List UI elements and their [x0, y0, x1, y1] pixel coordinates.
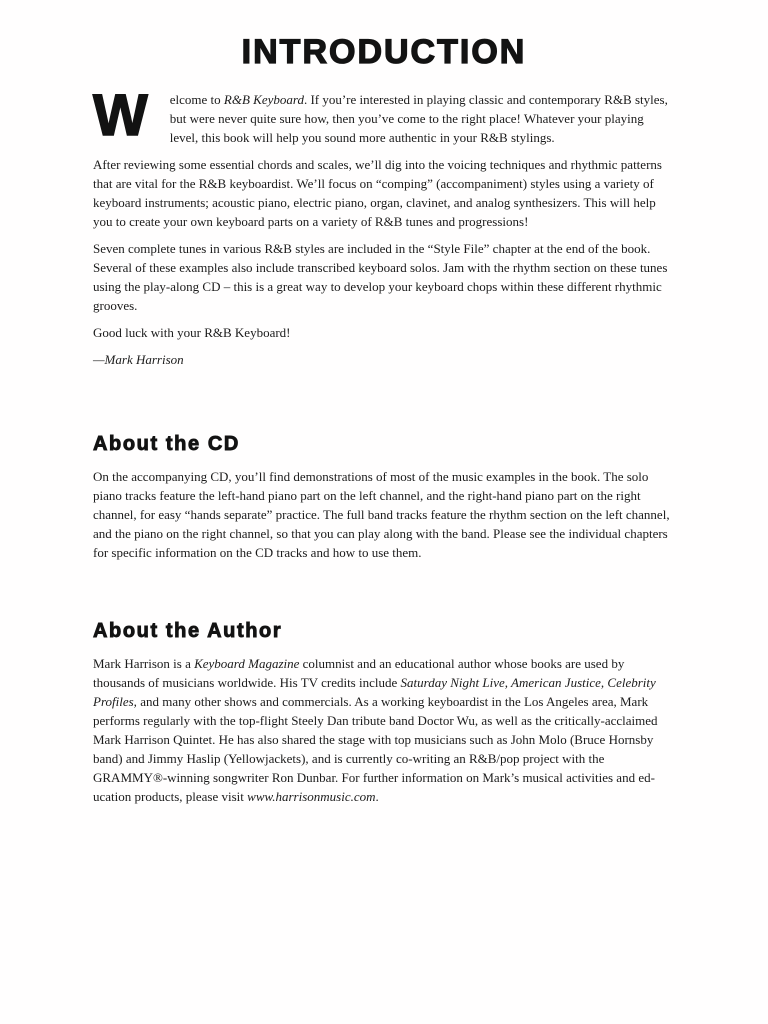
body-paragraph: Seven complete tunes in various R&B styles are included in the “Style File” chapter at the end of the book. Several of these examples also include transcribed keyboard solos. Jam with the rhythm section on these tunes using the play-along CD – this is a great way to develop your keyboard chops within these different rhythmic grooves. — [93, 241, 668, 313]
body-paragraph: After reviewing some essential chords and scales, we’ll dig into the voicing techniques and rhythmic patterns that are vital for the R&B keyboardist. We’ll focus on “comping” (accompaniment) styles using a variety of keyboard instruments; acoustic piano, electric piano, organ, clavinet, and analog synthesizers. This will help you to create your own keyboard parts on a variety of R&B tunes and progressions! — [93, 157, 662, 229]
drop-cap: W — [93, 83, 148, 148]
page-title: INTRODUCTION — [241, 33, 527, 71]
page-content — [93, 71, 673, 806]
intro-paragraph-text: elcome to R&B Keyboard. If you’re interested in playing classic and contemporary R&B styles, but were never quite sure how, then you’ve come to the right place! Whatever your playing level, this book will help you sound more authentic in your R&B stylings. — [169, 92, 668, 145]
section-heading-about-cd: About the CD — [93, 433, 240, 455]
about-author-paragraph: Mark Harrison is a Keyboard Magazine columnist and an educational author whose books are used by thousands of musicians worldwide. His TV credits include Saturday Night Live, American Justice, Celebrity Profiles, and many other shows and commercials. As a working keyboardist in the Los Angeles area, Mark performs regularly with the top-flight Steely Dan tribute band Doctor Wu, as well as the critically-acclaimed Mark Harrison Quintet. He has also shared the stage with top musicians such as John Molo (Bruce Hornsby band) and Jimmy Haslip (Yellowjackets), and is currently co-writing an R&B/pop project with the GRAMMY®-winning songwriter Ron Dunbar. For further information on Mark’s musical activities and education products, please visit www.harrisonmusic.com. — [93, 656, 658, 804]
section-heading-about-author: About the Author — [93, 620, 283, 642]
intro-paragraph-dropcap — [93, 83, 673, 148]
about-cd-paragraph: On the accompanying CD, you’ll find demonstrations of most of the music examples in the book. The solo piano tracks feature the left-hand piano part on the left channel, and the right-hand piano part on the right channel, for easy “hands separate” practice. The full band tracks feature the rhythm section on the left channel, and the piano on the right channel, so that you can play along with the band. Please see the individual chapters for specific information on the CD tracks and how to use them. — [93, 469, 670, 560]
author-signature: —Mark Harrison — [93, 352, 184, 367]
closing-line: Good luck with your R&B Keyboard! — [93, 325, 291, 340]
